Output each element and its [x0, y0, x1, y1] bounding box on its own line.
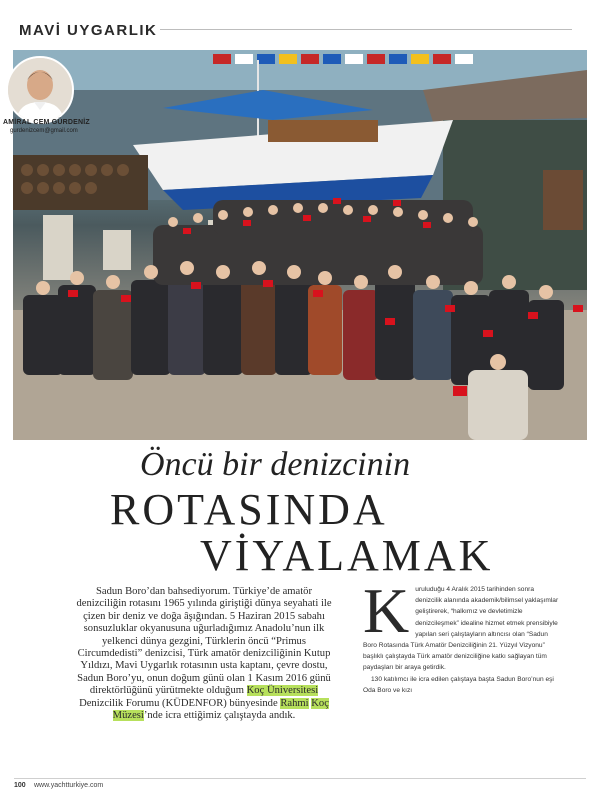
footer-url: www.yachtturkiye.com [34, 782, 104, 789]
headline-line-2: VİYALAMAK [200, 531, 494, 580]
footer-divider [14, 778, 586, 779]
author-name: AMİRAL CEM GÜRDENİZ [3, 119, 90, 126]
lead-text-4: ’nde icra ettiğimiz çalıştayda andık. [143, 710, 296, 722]
body-paragraph-1: uruluduğu 4 Aralık 2015 tarihinden sonra denizcilik alanında akademik/bilimsel yaklaşımlar geliştirerek, “halkımız ve devletimizle denizcileşmek” idealine hizmet etmek prensibiyle yapılan seri çalıştayların altıncısı olan “Sadun Boro Rotasında Türk Amatör Denizciliğinin 21. Yüzyıl Vizyonu” başlıklı çalıştayda Türk amatör denizciliğine katkı sağlayan tüm paydaşları bir araya getirdik. [363, 586, 559, 672]
body-paragraph-2: 130 katılımcı ile icra edilen çalıştaya başta Sadun Boro’nun eşi Oda Boro ve kızı [363, 675, 554, 694]
feature-photo [13, 50, 587, 440]
page-number: 100 [14, 782, 26, 789]
section-divider [160, 29, 572, 30]
portrait-icon [8, 58, 72, 122]
lead-paragraph [70, 586, 338, 722]
author-email: gurdenizcem@gmail.com [10, 128, 78, 134]
group-photo-with-sailboat-icon [13, 50, 587, 440]
highlight-muzesi: Müzesi [112, 710, 144, 722]
drop-cap: K [363, 575, 410, 646]
highlight-koc-universitesi: Koç Üniversitesi [246, 685, 319, 697]
section-title: MAVİ UYGARLIK [19, 22, 158, 39]
author-avatar [6, 56, 74, 124]
lead-text-2: Denizcilik Forumu (KÜDENFOR) bünyesinde [79, 697, 281, 709]
lead-text-1: Sadun Boro’dan bahsediyorum. Türkiye’de amatör denizciliğin rotasını 1965 yılında giriştiği dünya seyahati ile çizen bir deniz ve doğa âşığından. 5 Haziran 2015 sabahı sonsuzluklar okyanusuna uğurladığımız Anadolu’nun ilk yelkenci dünya gezgini, Türklerin öncü “Primus Circumdedisti” denizcisi, Türk amatör denizciliğinin Kutup Yıldızı, Mavi Uygarlık rotasının usta kaptanı, çevre dostu, Sadun Boro’yu, onun doğum günü olan 1 Kasım 2016 günü direktörlüğünü yürütmekte olduğum [76, 586, 332, 697]
highlight-koc: Koç [311, 697, 329, 709]
highlight-rahmi: Rahmi [280, 697, 309, 709]
headline-line-1: ROTASINDA [110, 485, 388, 534]
headline-kicker: Öncü bir denizcinin [140, 446, 411, 483]
body-column [363, 575, 559, 696]
